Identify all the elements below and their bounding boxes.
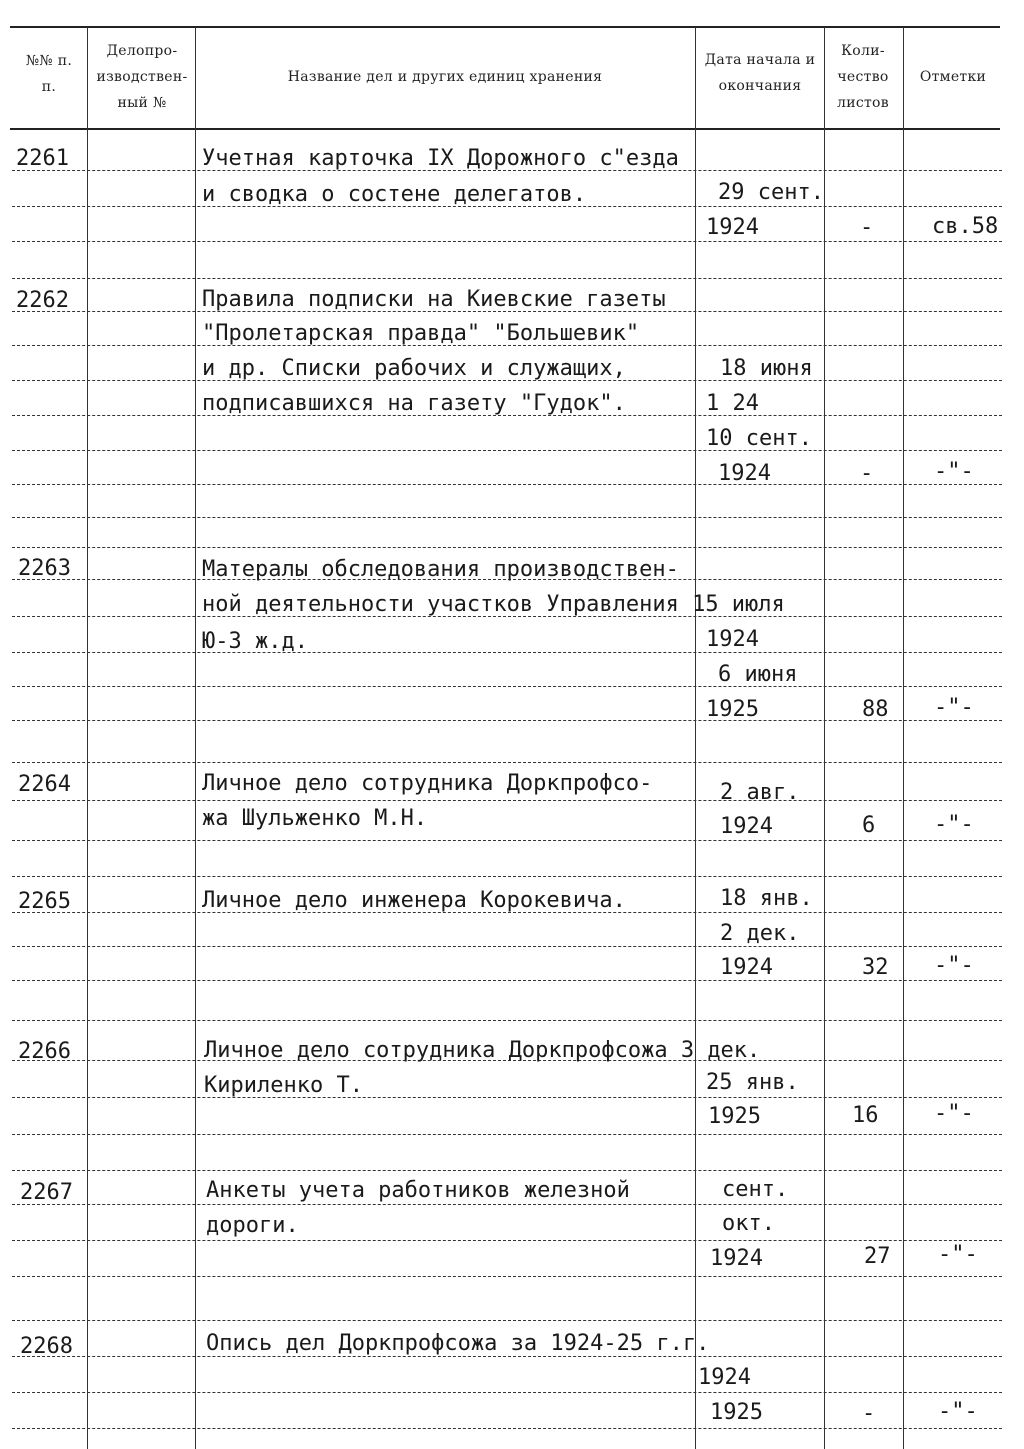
entry-date: 10 сент. — [706, 426, 812, 451]
ruling-line — [12, 1170, 1002, 1171]
entry-date: 1924 — [718, 461, 771, 486]
ruling-line — [12, 517, 1002, 518]
entry-date: 1924 — [706, 215, 759, 240]
entry-title-line: Анкеты учета работников железной — [206, 1178, 630, 1203]
entry-sheet-count: - — [862, 1401, 876, 1426]
entry-date: сент. — [722, 1177, 789, 1202]
ruling-line — [12, 720, 1002, 721]
entry-sheet-count: 16 — [852, 1103, 879, 1128]
entry-date: 2 авг. — [720, 780, 800, 805]
ruling-line — [12, 484, 1002, 485]
header-col-office: Делопро- изводствен- ный № — [96, 43, 188, 111]
entry-title-line: Личное дело сотрудника Доркпрофсо- — [202, 771, 653, 796]
entry-date: 25 янв. — [706, 1070, 799, 1095]
entry-date: 1924 — [706, 627, 759, 652]
ruling-line — [12, 686, 1002, 687]
ruling-line — [12, 1097, 1002, 1098]
header-col-dates: Дата начала и окончания — [704, 52, 816, 94]
entry-note: -"- — [938, 1242, 978, 1267]
entry-title-line: и сводка о состене делегатов. — [202, 182, 587, 207]
entry-date: окт. — [722, 1211, 775, 1236]
entry-number: 2261 — [16, 146, 69, 171]
entry-note: -"- — [934, 695, 974, 720]
entry-date: 1924 — [698, 1365, 751, 1390]
entry-date: 18 июня — [720, 356, 813, 381]
entry-title-line: дороги. — [206, 1213, 299, 1238]
entry-date: 6 июня — [718, 662, 798, 687]
entry-number: 2268 — [20, 1334, 73, 1359]
ruling-line — [12, 946, 1002, 947]
entry-date: 1925 — [708, 1104, 761, 1129]
ruling-line — [12, 1134, 1002, 1135]
ruling-line — [12, 450, 1002, 451]
ruling-line — [12, 1240, 1002, 1241]
entry-date: 18 янв. — [720, 886, 813, 911]
entry-date: 1 24 — [706, 391, 759, 416]
header-col-notes: Отметки — [919, 69, 987, 85]
ruling-line — [12, 652, 1002, 653]
entry-note: -"- — [934, 1101, 974, 1126]
entry-sheet-count: 27 — [864, 1244, 891, 1269]
entry-number: 2262 — [16, 288, 69, 313]
entry-date: 1924 — [720, 814, 773, 839]
ruling-line — [12, 1204, 1002, 1205]
entry-number: 2264 — [18, 772, 71, 797]
entry-title-line: подписавшихся на газету "Гудок". — [202, 391, 626, 416]
entry-date: 29 сент. — [718, 180, 824, 205]
entry-number: 2267 — [20, 1180, 73, 1205]
header-col-title: Название дел и других единиц хранения — [287, 69, 603, 85]
entry-title-line: и др. Списки рабочих и служащих, — [202, 356, 626, 381]
ruling-line — [12, 1020, 1002, 1021]
ruling-line — [12, 1276, 1002, 1277]
entry-number: 2266 — [18, 1039, 71, 1064]
ruling-line — [12, 547, 1002, 548]
entry-note: -"- — [934, 812, 974, 837]
entry-title-line: жа Шульженко М.Н. — [202, 806, 428, 831]
entry-date: 1924 — [720, 955, 773, 980]
ruling-line — [12, 800, 1002, 801]
ruling-line — [12, 241, 1002, 242]
header-col-count: Коли- чество листов — [837, 43, 889, 111]
entry-sheet-count: 88 — [862, 697, 889, 722]
entry-note: св.58 — [932, 214, 999, 239]
entry-sheet-count: - — [860, 215, 874, 240]
ruling-line — [12, 1320, 1002, 1321]
entry-title-line: "Пролетарская правда" "Большевик" — [202, 321, 640, 346]
entry-title-line: Учетная карточка IX Дорожного с"езда — [202, 146, 679, 171]
entry-date: 1925 — [706, 697, 759, 722]
entry-number: 2265 — [18, 889, 71, 914]
ruling-line — [12, 1392, 1002, 1393]
entry-title-line: Опись дел Доркпрофсожа за 1924-25 г.г. — [206, 1331, 710, 1356]
entry-note: -"- — [938, 1399, 978, 1424]
entry-title-line: Личное дело инженера Корокевича. — [202, 888, 626, 913]
ruling-line — [12, 980, 1002, 981]
top-border — [10, 26, 1000, 28]
entry-date: 1924 — [710, 1246, 763, 1271]
entry-title-line: Личное дело сотрудника Доркпрофсожа 3 дек. — [204, 1038, 761, 1063]
entry-date: 2 дек. — [720, 921, 800, 946]
header-col-num: №№ п. п. — [25, 53, 73, 95]
entry-note: -"- — [934, 459, 974, 484]
entry-note: -"- — [934, 953, 974, 978]
entry-title-line: ной деятельности участков Управления 15 июля — [202, 592, 785, 617]
entry-title-line: Матерaлы обследования производствен- — [202, 557, 679, 582]
entry-sheet-count: 6 — [862, 813, 876, 838]
ruling-line — [12, 762, 1002, 763]
entry-date: 1925 — [710, 1400, 763, 1425]
ruling-line — [12, 1428, 1002, 1429]
entry-sheet-count: 32 — [862, 955, 889, 980]
entry-number: 2263 — [18, 556, 71, 581]
header-bottom-border — [10, 128, 1000, 130]
ruling-line — [12, 840, 1002, 841]
entry-title-line: Правила подписки на Киевские газеты — [202, 287, 666, 312]
entry-sheet-count: - — [860, 461, 874, 486]
ruling-line — [12, 278, 1002, 279]
entry-title-line: Кириленко Т. — [204, 1073, 363, 1098]
ruling-line — [12, 876, 1002, 877]
entry-title-line: Ю-З ж.д. — [202, 629, 308, 654]
